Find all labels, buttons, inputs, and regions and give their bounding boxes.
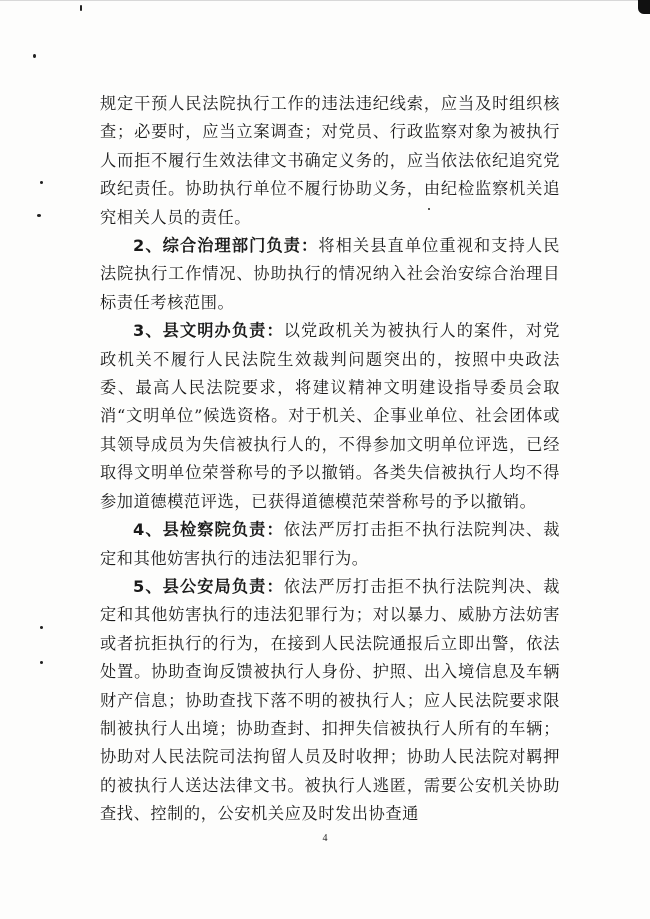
- scan-speck: [37, 214, 41, 217]
- paragraph-text: 将相关县直单位重视和支持人民法院执行工作情况、协助执行的情况纳入社会治安综合治理目标责任考核范围。: [100, 236, 560, 312]
- scan-speck: [80, 5, 82, 11]
- paragraph-public-security: [100, 573, 560, 829]
- paragraph-heading: 3、县文明办负责：: [133, 321, 284, 341]
- paragraph-heading: 2、综合治理部门负责：: [133, 236, 319, 256]
- paragraph-text: 依法严厉打击拒不执行法院判决、裁定和其他妨害执行的违法犯罪行为；对以暴力、威胁方法妨害或者抗拒执行的行为，在接到人民法院通报后立即出警，依法处置。协助查询反馈被执行人身份、护照、出入境信息及车辆财产信息；协助查找下落不明的被执行人；应人民法院要求限制被执行人出境；协助查封、扣押失信被执行人所有的车辆；协助对人民法院司法拘留人员及时收押；协助人民法院对羁押的被执行人送达法律文书。被执行人逃匿，需要公安机关协助查找、控制的，公安机关应及时发出协查通: [100, 576, 560, 824]
- paragraph-heading: 5、县公安局负责：: [133, 576, 284, 596]
- paragraph-civilization-office: [100, 317, 560, 516]
- scan-edge: [0, 0, 650, 1]
- scan-speck: [40, 626, 43, 629]
- paragraph-text: 规定干预人民法院执行工作的违法违纪线索，应当及时组织核查；必要时，应当立案调查；对党员、行政监察对象为被执行人而拒不履行生效法律文书确定义务的，应当依法依纪追究党政纪责任。协助执行单位不履行协助义务，由纪检监察机关追究相关人员的责任。: [100, 94, 560, 227]
- scan-speck: [33, 54, 36, 58]
- paragraph-heading: 4、县检察院负责：: [133, 520, 284, 540]
- paragraph-text: 以党政机关为被执行人的案件，对党政机关不履行人民法院生效裁判问题突出的，按照中央政法委、最高人民法院要求，将建议精神文明建设指导委员会取消“文明单位”候选资格。对于机关、企事业单位、社会团体或其领导成员为失信被执行人的，不得参加文明单位评选，已经取得文明单位荣誉称号的予以撤销。各类失信被执行人均不得参加道德模范评选，已获得道德模范荣誉称号的予以撤销。: [100, 321, 560, 511]
- paragraph-procuratorate: [100, 516, 560, 573]
- paragraph-text: 依法严厉打击拒不执行法院判决、裁定和其他妨害执行的违法犯罪行为。: [100, 520, 560, 568]
- scan-speck: [40, 181, 43, 184]
- paragraph-comprehensive-governance: [100, 232, 560, 317]
- page-number: 4: [322, 833, 328, 844]
- document-body: [100, 90, 560, 829]
- scan-corner-mark: [638, 0, 650, 14]
- paragraph-continuation: [100, 90, 560, 232]
- scan-speck: [40, 661, 43, 664]
